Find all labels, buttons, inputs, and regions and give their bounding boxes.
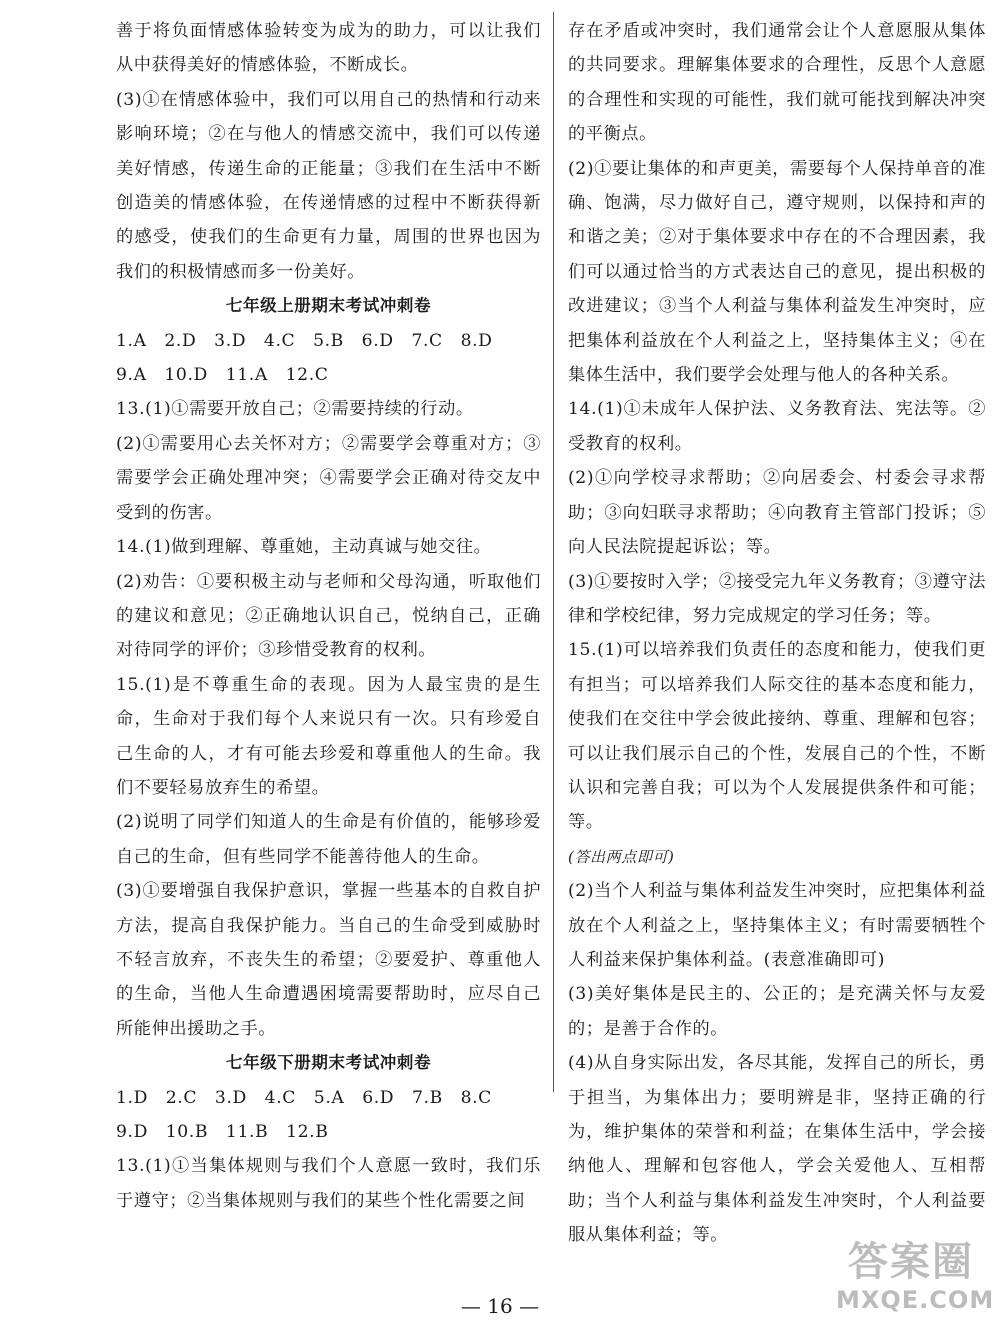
answer-paragraph: (2)①要让集体的和声更美，需要每个人保持单音的准确、饱满，尽力做好自己，遵守规则，以保持和声的和谐之美；②对于集体要求中存在的不合理因素，我们可以通过恰当的方式表达自己的意见，提出积极的改进建议；③当个人利益与集体利益发生冲突时，应把集体利益放在个人利益之上，坚持集体主义；④在集体生活中，我们要学会处理与他人的各种关系。 — [568, 158, 986, 386]
watermark-mark: 答案圈 — [848, 1239, 974, 1285]
answer-paragraph: 1.D 2.C 3.D 4.C 5.A 6.D 7.B 8.C — [116, 1087, 492, 1108]
answer-paragraph: 15.(1)可以培养我们负责任的态度和能力，使我们更有担当；可以培养我们人际交往的基本态度和能力，使我们在交往中学会彼此接纳、尊重、理解和包容；可以让我们展示自己的个性，发展自己的个性，不断认识和完善自我；可以为个人发展提供条件和可能；等。 — [568, 640, 986, 833]
answer-paragraph: 存在矛盾或冲突时，我们通常会让个人意愿服从集体的共同要求。理解集体要求的合理性，反思个人意愿的合理性和实现的可能性，我们就可能找到解决冲突的平衡点。 — [568, 21, 986, 145]
answer-paragraph: 1.A 2.D 3.D 4.C 5.B 6.D 7.C 8.D — [116, 330, 493, 351]
answer-paragraph: (2)劝告：①要积极主动与老师和父母沟通，听取他们的建议和意见；②正确地认识自己，悦纳自己，正确对待同学的评价；③珍惜受教育的权利。 — [116, 571, 541, 661]
right-column — [568, 14, 986, 1253]
page-number: — 16 — — [460, 1294, 540, 1318]
answer-paragraph: (3)①要按时入学；②接受完九年义务教育；③遵守法律和学校纪律，努力完成规定的学习任务；等。 — [568, 571, 986, 626]
column-divider — [553, 12, 554, 1092]
watermark-logo — [836, 1238, 995, 1338]
left-column — [116, 14, 541, 1218]
answer-paragraph: 13.(1)①当集体规则与我们个人意愿一致时，我们乐于遵守；②当集体规则与我们的某些个性化需要之间 — [116, 1156, 541, 1211]
answer-paragraph: 15.(1)是不尊重生命的表现。因为人最宝贵的是生命，生命对于我们每个人来说只有一次。只有珍爱自己生命的人，才有可能去珍爱和尊重他人的生命。我们不要轻易放弃生的希望。 — [116, 674, 541, 798]
watermark-site: MXQE.COM — [836, 1286, 995, 1314]
answer-paragraph: 9.D 10.B 11.B 12.B — [116, 1122, 329, 1142]
answer-paragraph: (4)从自身实际出发，各尽其能，发挥自己的所长，勇于担当，为集体出力；要明辨是非，坚持正确的行为，维护集体的荣誉和利益；在集体生活中，学会接纳他人、理解和包容他人，学会关爱他人、互相帮助；当个人利益与集体利益发生冲突时，个人利益要服从集体利益；等。 — [568, 1053, 986, 1246]
answer-paragraph: (3)①要增强自我保护意识，掌握一些基本的自救自护方法，提高自我保护能力。当自己的生命受到威胁时不轻言放弃，不丧失生的希望；②要爱护、尊重他人的生命，当他人生命遭遇困境需要帮助时，应尽自己所能伸出援助之手。 — [116, 881, 541, 1039]
answer-paragraph: (3)美好集体是民主的、公正的；是充满关怀与友爱的；是善于合作的。 — [568, 984, 986, 1039]
answer-paragraph: 善于将负面情感体验转变为成为的助力，可以让我们从中获得美好的情感体验，不断成长。 — [116, 21, 541, 76]
answer-paragraph: (3)①在情感体验中，我们可以用自己的热情和行动来影响环境；②在与他人的情感交流中，我们可以传递美好情感，传递生命的正能量；③我们在生活中不断创造美的情感体验，在传递情感的过程中不断获得新的感受，使我们的生命更有力量，周围的世界也因为我们的积极情感而多一份美好。 — [116, 89, 541, 282]
section-heading: 七年级下册期末考试冲刺卷 — [225, 1053, 432, 1073]
answer-note: (答出两点即可) — [568, 847, 675, 866]
answer-paragraph: (2)说明了同学们知道人的生命是有价值的，能够珍爱自己的生命，但有些同学不能善待他人的生命。 — [116, 812, 541, 867]
answer-paragraph: 9.A 10.D 11.A 12.C — [116, 365, 329, 386]
answer-paragraph: (2)当个人利益与集体利益发生冲突时，应把集体利益放在个人利益之上，坚持集体主义；有时需要牺牲个人利益来保护集体利益。(表意准确即可) — [568, 881, 986, 970]
section-heading: 七年级上册期末考试冲刺卷 — [225, 296, 432, 316]
answer-paragraph: 14.(1)做到理解、尊重她，主动真诚与她交往。 — [116, 537, 492, 558]
answer-paragraph: 13.(1)①需要开放自己；②需要持续的行动。 — [116, 399, 474, 420]
answer-paragraph: 14.(1)①未成年人保护法、义务教育法、宪法等。②受教育的权利。 — [568, 399, 986, 454]
answer-paragraph: (2)①向学校寻求帮助；②向居委会、村委会寻求帮助；③向妇联寻求帮助；④向教育主管部门投诉；⑤向人民法院提起诉讼；等。 — [568, 468, 986, 558]
answer-paragraph: (2)①需要用心去关怀对方；②需要学会尊重对方；③需要学会正确处理冲突；④需要学会正确对待交友中受到的伤害。 — [116, 433, 541, 523]
